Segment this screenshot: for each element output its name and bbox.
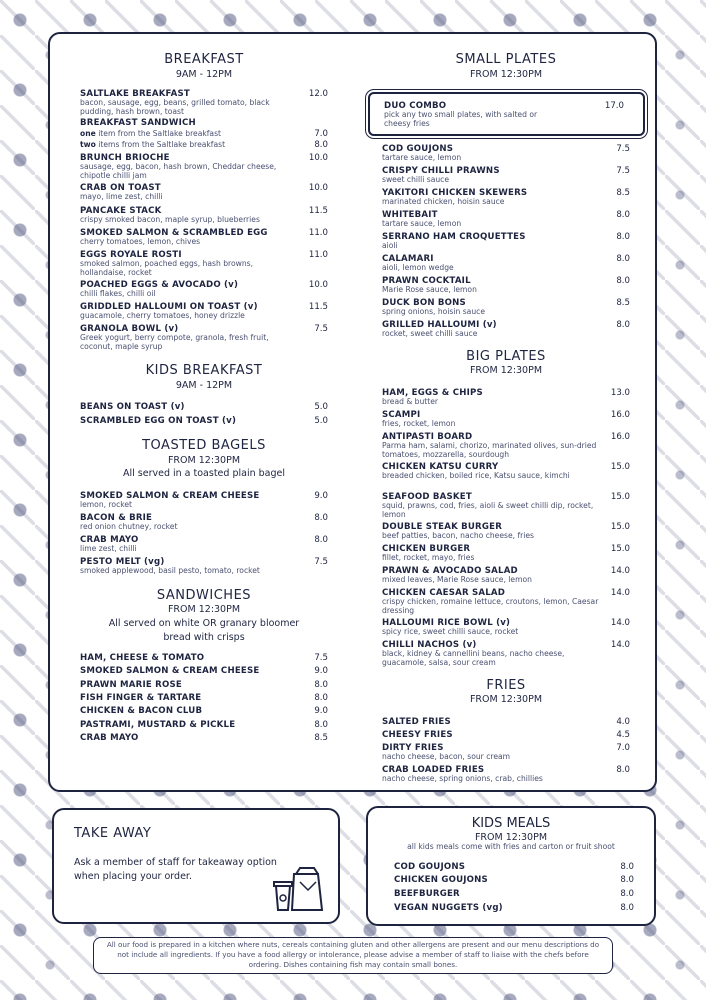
kids-meals-title: KIDS MEALS: [471, 816, 551, 831]
bagels-time: FROM 12:30PM: [167, 455, 241, 466]
kids-meals-panel: [366, 806, 656, 926]
menu-item: BREAKFAST SANDWICH: [80, 118, 196, 128]
disclaimer-text: All our food is prepared in a kitchen where nuts, cereals containing gluten and other allergens are present and our menu descriptions do not include all ingredients. If you have a food allergy or intolerance, please advise a member of staff to liaise with the chefs before ordering. Dishes containing fish may contain small bones.: [106, 940, 600, 969]
menu-item: GRILLED HALLOUMI (v) rocket, sweet chilli sauce 8.0: [382, 320, 630, 338]
kids-breakfast-title: KIDS BREAKFAST: [145, 363, 263, 378]
menu-item: SMOKED SALMON & SCRAMBLED EGG cherry tomatoes, lemon, chives 11.0: [80, 228, 328, 246]
menu-item: CRISPY CHILLI PRAWNS sweet chilli sauce 7.5: [382, 166, 630, 184]
menu-item: DOUBLE STEAK BURGER beef patties, bacon, nacho cheese, fries 15.0: [382, 522, 630, 540]
menu-item: PASTRAMI, MUSTARD & PICKLE 8.0: [80, 720, 328, 730]
fries-title: FRIES: [486, 678, 526, 693]
menu-item: GRANOLA BOWL (v) Greek yogurt, berry compote, granola, fresh fruit, coconut, maple syrup 7.5: [80, 324, 328, 351]
menu-item: PRAWN & AVOCADO SALAD mixed leaves, Marie Rose sauce, lemon 14.0: [382, 566, 630, 584]
menu-item: YAKITORI CHICKEN SKEWERS marinated chicken, hoisin sauce 8.5: [382, 188, 630, 206]
menu-item: SERRANO HAM CROQUETTES aioli 8.0: [382, 232, 630, 250]
sandwich-option: one item from the Saltlake breakfast 7.0: [80, 129, 328, 139]
kids-meals-note: all kids meals come with fries and carton or fruit shoot: [407, 842, 615, 851]
kids-breakfast-time: 9AM - 12PM: [175, 380, 233, 391]
duo-combo-box: [368, 92, 645, 136]
breakfast-time: 9AM - 12PM: [175, 69, 233, 80]
menu-item: CRAB ON TOAST mayo, lime zest, chilli 10.0: [80, 183, 328, 201]
allergen-disclaimer: [93, 937, 613, 974]
menu-item: WHITEBAIT tartare sauce, lemon 8.0: [382, 210, 630, 228]
menu-item: PRAWN COCKTAIL Marie Rose sauce, lemon 8.0: [382, 276, 630, 294]
menu-item: CRAB MAYO 8.5: [80, 733, 328, 743]
main-menu-panel: [48, 32, 657, 792]
menu-item: SALTLAKE BREAKFAST bacon, sausage, egg, beans, grilled tomato, black pudding, hash brown, toast 12.0: [80, 89, 328, 116]
bagels-title: TOASTED BAGELS: [142, 438, 266, 453]
sandwiches-time: FROM 12:30PM: [167, 604, 241, 615]
menu-item: CHICKEN CAESAR SALAD crispy chicken, romaine lettuce, croutons, lemon, Caesar dressing 14.0: [382, 588, 630, 615]
small-plates-time: FROM 12:30PM: [469, 69, 543, 80]
menu-item: SMOKED SALMON & CREAM CHEESE 9.0: [80, 666, 328, 676]
menu-item: CHICKEN GOUJONS 8.0: [394, 875, 634, 885]
menu-item: PRAWN MARIE ROSE 8.0: [80, 680, 328, 690]
menu-item: CALAMARI aioli, lemon wedge 8.0: [382, 254, 630, 272]
bagels-note: All served in a toasted plain bagel: [122, 468, 285, 479]
menu-item: CHILLI NACHOS (v) black, kidney & cannellini beans, nacho cheese, guacamole, salsa, sour cream 14.0: [382, 640, 630, 667]
menu-item: FISH FINGER & TARTARE 8.0: [80, 693, 328, 703]
small-plates-title: SMALL PLATES: [455, 52, 557, 67]
menu-item: SMOKED SALMON & CREAM CHEESE lemon, rocket 9.0: [80, 491, 328, 509]
breakfast-title: BREAKFAST: [164, 52, 244, 67]
menu-item: BRUNCH BRIOCHE sausage, egg, bacon, hash brown, Cheddar cheese, chipotle chilli jam 10.0: [80, 153, 328, 180]
menu-item: SCAMPI fries, rocket, lemon 16.0: [382, 410, 630, 428]
menu-item: VEGAN NUGGETS (vg) 8.0: [394, 903, 634, 913]
menu-item: HAM, CHEESE & TOMATO 7.5: [80, 653, 328, 663]
menu-item: ANTIPASTI BOARD Parma ham, salami, chorizo, marinated olives, sun-dried tomatoes, mozzarella, sourdough 16.0: [382, 432, 630, 459]
menu-item: GRIDDLED HALLOUMI ON TOAST (v) guacamole, cherry tomatoes, honey drizzle 11.5: [80, 302, 328, 320]
menu-item: SCRAMBLED EGG ON TOAST (v) 5.0: [80, 416, 328, 426]
menu-item: COD GOUJONS tartare sauce, lemon 7.5: [382, 144, 630, 162]
takeaway-title: TAKE AWAY: [74, 826, 152, 841]
sandwiches-note: All served on white OR granary bloomer bread with crisps: [108, 618, 300, 643]
big-plates-time: FROM 12:30PM: [469, 365, 543, 376]
fries-time: FROM 12:30PM: [469, 694, 543, 705]
menu-item: CRAB MAYO lime zest, chilli 8.0: [80, 535, 328, 553]
menu-item: SALTED FRIES 4.0: [382, 717, 630, 727]
menu-item: HALLOUMI RICE BOWL (v) spicy rice, sweet chilli sauce, rocket 14.0: [382, 618, 630, 636]
menu-item: CHEESY FRIES 4.5: [382, 730, 630, 740]
menu-item: BEANS ON TOAST (v) 5.0: [80, 402, 328, 412]
menu-item: CHICKEN BURGER fillet, rocket, mayo, fries 15.0: [382, 544, 630, 562]
menu-item: EGGS ROYALE ROSTI smoked salmon, poached eggs, hash browns, hollandaise, rocket 11.0: [80, 250, 328, 277]
menu-item: HAM, EGGS & CHIPS bread & butter 13.0: [382, 388, 630, 406]
menu-item: CHICKEN & BACON CLUB 9.0: [80, 706, 328, 716]
big-plates-title: BIG PLATES: [466, 349, 546, 364]
menu-item: CRAB LOADED FRIES nacho cheese, spring onions, crab, chillies 8.0: [382, 765, 630, 783]
menu-item: DIRTY FRIES nacho cheese, bacon, sour cream 7.0: [382, 743, 630, 761]
menu-item: SEAFOOD BASKET squid, prawns, cod, fries, aioli & sweet chilli dip, rocket, lemon 15.0: [382, 492, 630, 519]
menu-item: POACHED EGGS & AVOCADO (v) chilli flakes, chilli oil 10.0: [80, 280, 328, 298]
sandwiches-title: SANDWICHES: [156, 588, 252, 603]
menu-item: PESTO MELT (vg) smoked applewood, basil pesto, tomato, rocket 7.5: [80, 557, 328, 575]
takeaway-text: Ask a member of staff for takeaway option when placing your order.: [74, 857, 277, 882]
menu-item: COD GOUJONS 8.0: [394, 862, 634, 872]
menu-item: BACON & BRIE red onion chutney, rocket 8.0: [80, 513, 328, 531]
takeaway-panel: [52, 808, 340, 924]
menu-item: CHICKEN KATSU CURRY breaded chicken, boiled rice, Katsu sauce, kimchi 15.0: [382, 462, 630, 480]
menu-item: DUCK BON BONS spring onions, hoisin sauce 8.5: [382, 298, 630, 316]
menu-item: BEEFBURGER 8.0: [394, 889, 634, 899]
sandwich-option: two items from the Saltlake breakfast 8.0: [80, 140, 328, 150]
menu-item: DUO COMBO pick any two small plates, with salted or cheesy fries 17.0: [384, 101, 624, 128]
kids-meals-time: FROM 12:30PM: [474, 832, 548, 843]
takeaway-bag-icon: [270, 864, 326, 912]
menu-item: PANCAKE STACK crispy smoked bacon, maple syrup, blueberries 11.5: [80, 206, 328, 224]
